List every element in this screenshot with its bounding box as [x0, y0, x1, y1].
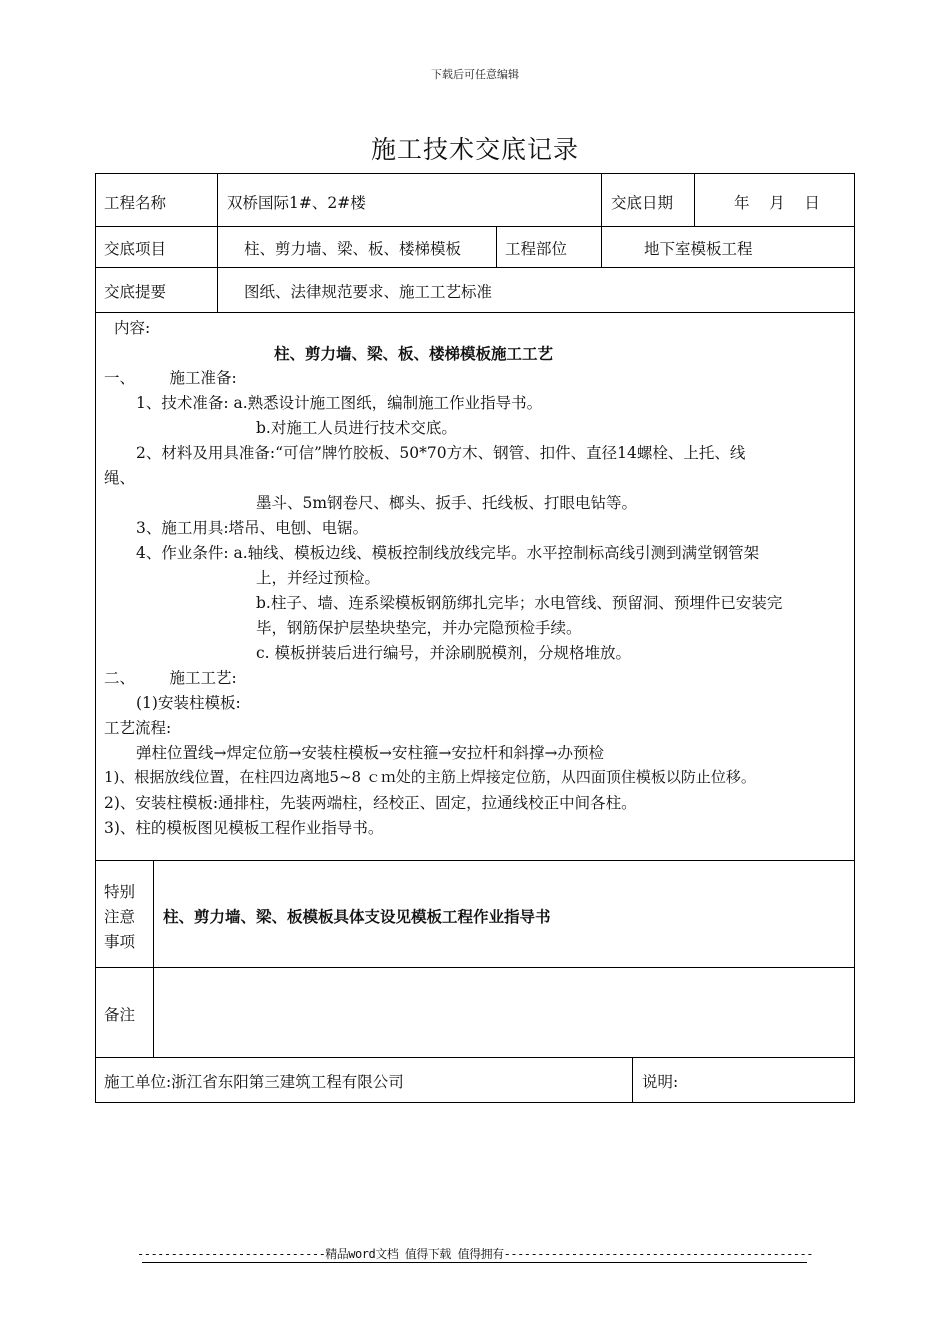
content-line: 1、技术准备: a.熟悉设计施工图纸，编制施工作业指导书。	[136, 394, 543, 412]
content-line: 3、施工用具:塔吊、电刨、电锯。	[136, 519, 369, 537]
row-divider	[95, 1057, 855, 1058]
content-line: 1)、根据放线位置，在柱四边离地5~8 ｃｍ处的主筋上焊接定位筋，从四面顶住模板以防止位移。	[104, 768, 756, 786]
content-intro: 内容:	[114, 319, 151, 337]
row-divider	[95, 967, 855, 968]
content-line: 上，并经过预检。	[256, 569, 381, 587]
document-title: 施工技术交底记录	[370, 135, 579, 164]
content-line: (1)安装柱模板:	[136, 694, 241, 712]
content-line: 绳、	[104, 469, 136, 487]
item-value: 柱、剪力墙、梁、板、楼梯模板	[244, 240, 462, 258]
content-line: 2)、安装柱模板:通排柱，先装两端柱，经校正、固定，拉通线校正中间各柱。	[104, 794, 637, 812]
content-line: 弹柱位置线→焊定位筋→安装柱模板→安柱箍→安拉杆和斜撑→办预检	[136, 744, 604, 762]
section-heading: 二、 施工工艺:	[104, 669, 237, 687]
header-note: 下载后可任意编辑	[431, 68, 519, 81]
special-label-1: 特别	[104, 883, 136, 901]
content-line: 3)、柱的模板图见模板工程作业指导书。	[104, 819, 384, 837]
content-line: 毕，钢筋保护层垫块垫完，并办完隐预检手续。	[256, 619, 582, 637]
content-line: b.柱子、墙、连系梁模板钢筋绑扎完毕；水电管线、预留洞、预埋件已安装完	[256, 594, 783, 612]
special-label-3: 事项	[104, 933, 136, 951]
column-divider	[632, 1057, 633, 1103]
content-line: 工艺流程:	[104, 719, 172, 737]
item-label: 交底项目	[104, 240, 167, 258]
date-label: 交底日期	[611, 194, 674, 212]
column-divider	[217, 173, 218, 312]
part-label: 工程部位	[505, 240, 568, 258]
date-value: 年 月 日	[734, 194, 820, 212]
content-heading: 柱、剪力墙、梁、板、楼梯模板施工工艺	[274, 344, 554, 363]
row-divider	[95, 312, 855, 313]
section-heading: 一、 施工准备:	[104, 369, 237, 387]
row-divider	[95, 860, 855, 861]
content-line: 墨斗、5m钢卷尺、榔头、扳手、托线板、打眼电钻等。	[256, 494, 638, 512]
footer-rule	[142, 1262, 807, 1263]
construction-unit: 施工单位:浙江省东阳第三建筑工程有限公司	[104, 1073, 404, 1091]
summary-value: 图纸、法律规范要求、施工工艺标准	[244, 283, 493, 301]
footer-text: ----------------------------精品word文档 值得下载 值得拥有----------------------------------------------	[137, 1247, 813, 1261]
project-name-value: 双桥国际1#、2#楼	[227, 194, 366, 212]
summary-label: 交底提要	[104, 283, 167, 301]
content-line: 2、材料及用具准备:“可信”牌竹胶板、50*70方木、钢管、扣件、直径14螺栓、上托、线	[136, 444, 746, 462]
special-label-2: 注意	[104, 908, 136, 926]
remarks-label: 备注	[104, 1006, 136, 1024]
content-line: b.对施工人员进行技术交底。	[256, 419, 457, 437]
column-divider	[601, 226, 602, 267]
column-divider	[153, 860, 154, 1057]
special-value: 柱、剪力墙、梁、板模板具体支设见模板工程作业指导书	[163, 907, 551, 926]
content-line: c. 模板拼装后进行编号，并涂刷脱模剂，分规格堆放。	[256, 644, 632, 662]
note-label: 说明:	[642, 1073, 679, 1091]
column-divider	[601, 173, 602, 226]
column-divider	[694, 173, 695, 226]
part-value: 地下室模板工程	[644, 240, 753, 258]
project-name-label: 工程名称	[104, 194, 167, 212]
row-divider	[95, 226, 855, 227]
row-divider	[95, 267, 855, 268]
content-line: 4、作业条件: a.轴线、模板边线、模板控制线放线完毕。水平控制标高线引测到满堂钢管架	[136, 544, 760, 562]
column-divider	[496, 226, 497, 267]
